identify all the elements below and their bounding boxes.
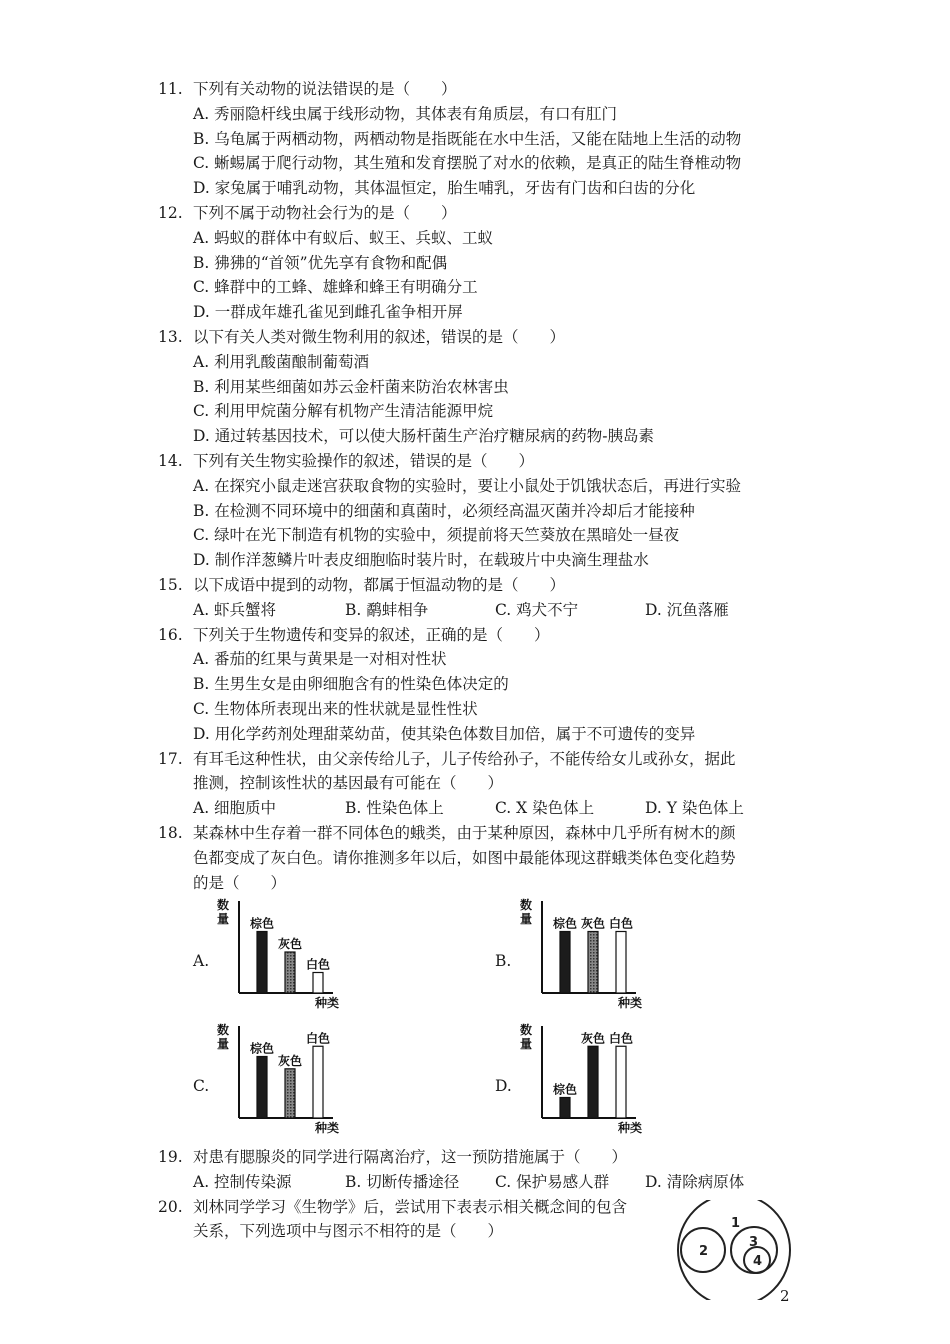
answer-option: A. 秀丽隐杆线虫属于线形动物，其体表有角质层，有口有肛门	[193, 104, 618, 123]
bar-label: 灰色	[581, 916, 606, 931]
bar-棕色	[257, 932, 267, 994]
bar-白色	[313, 1046, 323, 1118]
question-stem: 下列有关生物实验操作的叙述，错误的是（ ）	[193, 452, 535, 470]
chart-b-label: B.	[495, 952, 512, 970]
answer-option: D. 用化学药剂处理甜菜幼苗，使其染色体数目加倍，属于不可遗传的变异	[193, 724, 696, 743]
question-stem: 下列不属于动物社会行为的是（ ）	[193, 204, 457, 222]
question-number: 19.	[158, 1148, 183, 1166]
bar-label: 白色	[609, 916, 634, 931]
answer-option: C. 蜥蜴属于爬行动物，其生殖和发育摆脱了对水的依赖，是真正的陆生脊椎动物	[193, 154, 742, 173]
answer-option: B. 切断传播途径	[345, 1172, 460, 1191]
bar-label: 灰色	[581, 1031, 606, 1046]
answer-option: D. 沉鱼落雁	[645, 600, 729, 619]
question-number: 15.	[158, 576, 183, 594]
venn-label-1: 1	[731, 1216, 741, 1231]
question-stem: 下列关于生物遗传和变异的叙述，正确的是（ ）	[193, 625, 550, 644]
bar-白色	[616, 1046, 626, 1118]
bar-label: 白色	[306, 957, 331, 972]
bar-label: 白色	[609, 1031, 634, 1046]
venn-label-3: 3	[749, 1235, 759, 1250]
bar-棕色	[560, 932, 570, 994]
answer-option: C. 生物体所表现出来的性状就是显性性状	[193, 700, 478, 718]
chart-d-label: D.	[495, 1077, 512, 1095]
x-axis-label: 种类	[315, 1121, 340, 1135]
chart-option-c	[215, 1020, 365, 1135]
question-stem: 推测，控制该性状的基因最有可能在（ ）	[193, 774, 504, 793]
question-stem: 下列有关动物的说法错误的是（ ）	[193, 80, 457, 98]
answer-option: D. 制作洋葱鳞片叶表皮细胞临时装片时，在载玻片中央滴生理盐水	[193, 551, 649, 570]
y-axis-label: 数	[520, 1023, 533, 1037]
question-number: 20.	[158, 1197, 183, 1216]
answer-option: D. 通过转基因技术，可以使大肠杆菌生产治疗糖尿病的药物-胰岛素	[193, 427, 654, 446]
answer-option: C. 蜂群中的工蜂、雄蜂和蜂王有明确分工	[193, 278, 478, 297]
bar-label: 灰色	[278, 1053, 303, 1068]
y-axis-label: 量	[217, 912, 230, 926]
answer-option: C. 绿叶在光下制造有机物的实验中，须提前将天竺葵放在黑暗处一昼夜	[193, 526, 680, 545]
bar-棕色	[560, 1098, 570, 1119]
bar-label: 棕色	[553, 1082, 578, 1097]
bar-灰色	[588, 932, 598, 994]
answer-option: D. 一群成年雄孔雀见到雌孔雀争相开屏	[193, 303, 463, 322]
chart-c-label: C.	[193, 1077, 210, 1095]
question-stem: 以下有关人类对微生物利用的叙述，错误的是（ ）	[193, 328, 566, 346]
x-axis-label: 种类	[315, 996, 340, 1010]
bar-棕色	[257, 1057, 267, 1119]
answer-option: C. 利用甲烷菌分解有机物产生清洁能源甲烷	[193, 402, 494, 421]
answer-option: B. 乌龟属于两栖动物，两栖动物是指既能在水中生活，又能在陆地上生活的动物	[193, 129, 742, 148]
answer-option: A. 细胞质中	[193, 799, 277, 818]
answer-option: B. 生男生女是由卵细胞含有的性染色体决定的	[193, 675, 509, 694]
venn-label-4: 4	[753, 1254, 763, 1269]
y-axis-label: 数	[217, 898, 230, 912]
question-number: 16.	[158, 625, 183, 644]
answer-option: A. 虾兵蟹将	[193, 600, 277, 619]
answer-option: B. 在检测不同环境中的细菌和真菌时，必须经高温灭菌并冷却后才能接种	[193, 501, 695, 520]
question-stem: 的是（ ）	[193, 873, 287, 892]
question-stem: 刘林同学学习《生物学》后，尝试用下表表示相关概念间的包含	[193, 1197, 628, 1216]
chart-option-b	[518, 895, 668, 1010]
question-stem: 关系，下列选项中与图示不相符的是（ ）	[193, 1222, 504, 1241]
y-axis-label: 量	[520, 1037, 533, 1051]
question-stem: 色都变成了灰白色。请你推测多年以后，如图中最能体现这群蛾类体色变化趋势	[193, 848, 736, 867]
question-number: 12.	[158, 204, 183, 222]
answer-option: B. 鹬蚌相争	[345, 600, 429, 619]
bar-label: 白色	[306, 1031, 331, 1046]
question-number: 18.	[158, 824, 183, 842]
answer-option: A. 利用乳酸菌酿制葡萄酒	[193, 352, 370, 371]
answer-option: B. 性染色体上	[345, 799, 444, 818]
venn-label-2: 2	[699, 1244, 709, 1259]
bar-label: 棕色	[250, 1041, 275, 1056]
question-stem: 以下成语中提到的动物，都属于恒温动物的是（ ）	[193, 576, 566, 594]
bar-灰色	[588, 1046, 598, 1118]
answer-option: A. 在探究小鼠走迷宫获取食物的实验时，要让小鼠处于饥饿状态后，再进行实验	[193, 476, 742, 495]
y-axis-label: 数	[217, 1023, 230, 1037]
chart-a-label: A.	[193, 952, 210, 970]
question-stem: 某森林中生存着一群不同体色的蛾类，由于某种原因，森林中几乎所有树木的颜	[193, 824, 736, 842]
chart-option-d	[518, 1020, 668, 1135]
answer-option: D. 家兔属于哺乳动物，其体温恒定，胎生哺乳，牙齿有门齿和臼齿的分化	[193, 179, 696, 198]
x-axis-label: 种类	[618, 1121, 643, 1135]
answer-option: C. 保护易感人群	[495, 1172, 610, 1191]
answer-option: B. 利用某些细菌如苏云金杆菌来防治农林害虫	[193, 377, 509, 396]
answer-option: A. 番茄的红果与黄果是一对相对性状	[193, 650, 447, 669]
answer-option: B. 狒狒的“首领”优先享有食物和配偶	[193, 253, 448, 272]
bar-灰色	[285, 1069, 295, 1118]
answer-option: D. 清除病原体	[645, 1172, 745, 1191]
bar-白色	[616, 932, 626, 994]
answer-option: A. 控制传染源	[193, 1172, 292, 1191]
page-number: 2	[780, 1287, 790, 1305]
concept-nesting-diagram	[674, 1200, 794, 1300]
bar-label: 灰色	[278, 937, 303, 951]
circle-1	[678, 1200, 790, 1300]
y-axis-label: 量	[520, 912, 533, 926]
answer-option: A. 蚂蚁的群体中有蚁后、蚁王、兵蚁、工蚁	[193, 228, 494, 247]
question-number: 14.	[158, 452, 183, 470]
bar-label: 棕色	[553, 916, 578, 931]
question-stem: 对患有腮腺炎的同学进行隔离治疗，这一预防措施属于（ ）	[193, 1148, 628, 1166]
answer-option: C. X 染色体上	[495, 799, 595, 818]
bar-灰色	[285, 952, 295, 993]
answer-option: C. 鸡犬不宁	[495, 600, 579, 619]
bar-label: 棕色	[250, 916, 275, 931]
chart-option-a	[215, 895, 365, 1010]
question-number: 17.	[158, 749, 183, 768]
y-axis-label: 数	[520, 898, 533, 912]
question-stem: 有耳毛这种性状，由父亲传给儿子，儿子传给孙子，不能传给女儿或孙女，据此	[193, 749, 736, 768]
question-number: 11.	[158, 80, 183, 98]
y-axis-label: 量	[217, 1037, 230, 1051]
x-axis-label: 种类	[618, 996, 643, 1010]
bar-白色	[313, 973, 323, 994]
question-number: 13.	[158, 328, 183, 346]
answer-option: D. Y 染色体上	[645, 799, 744, 818]
